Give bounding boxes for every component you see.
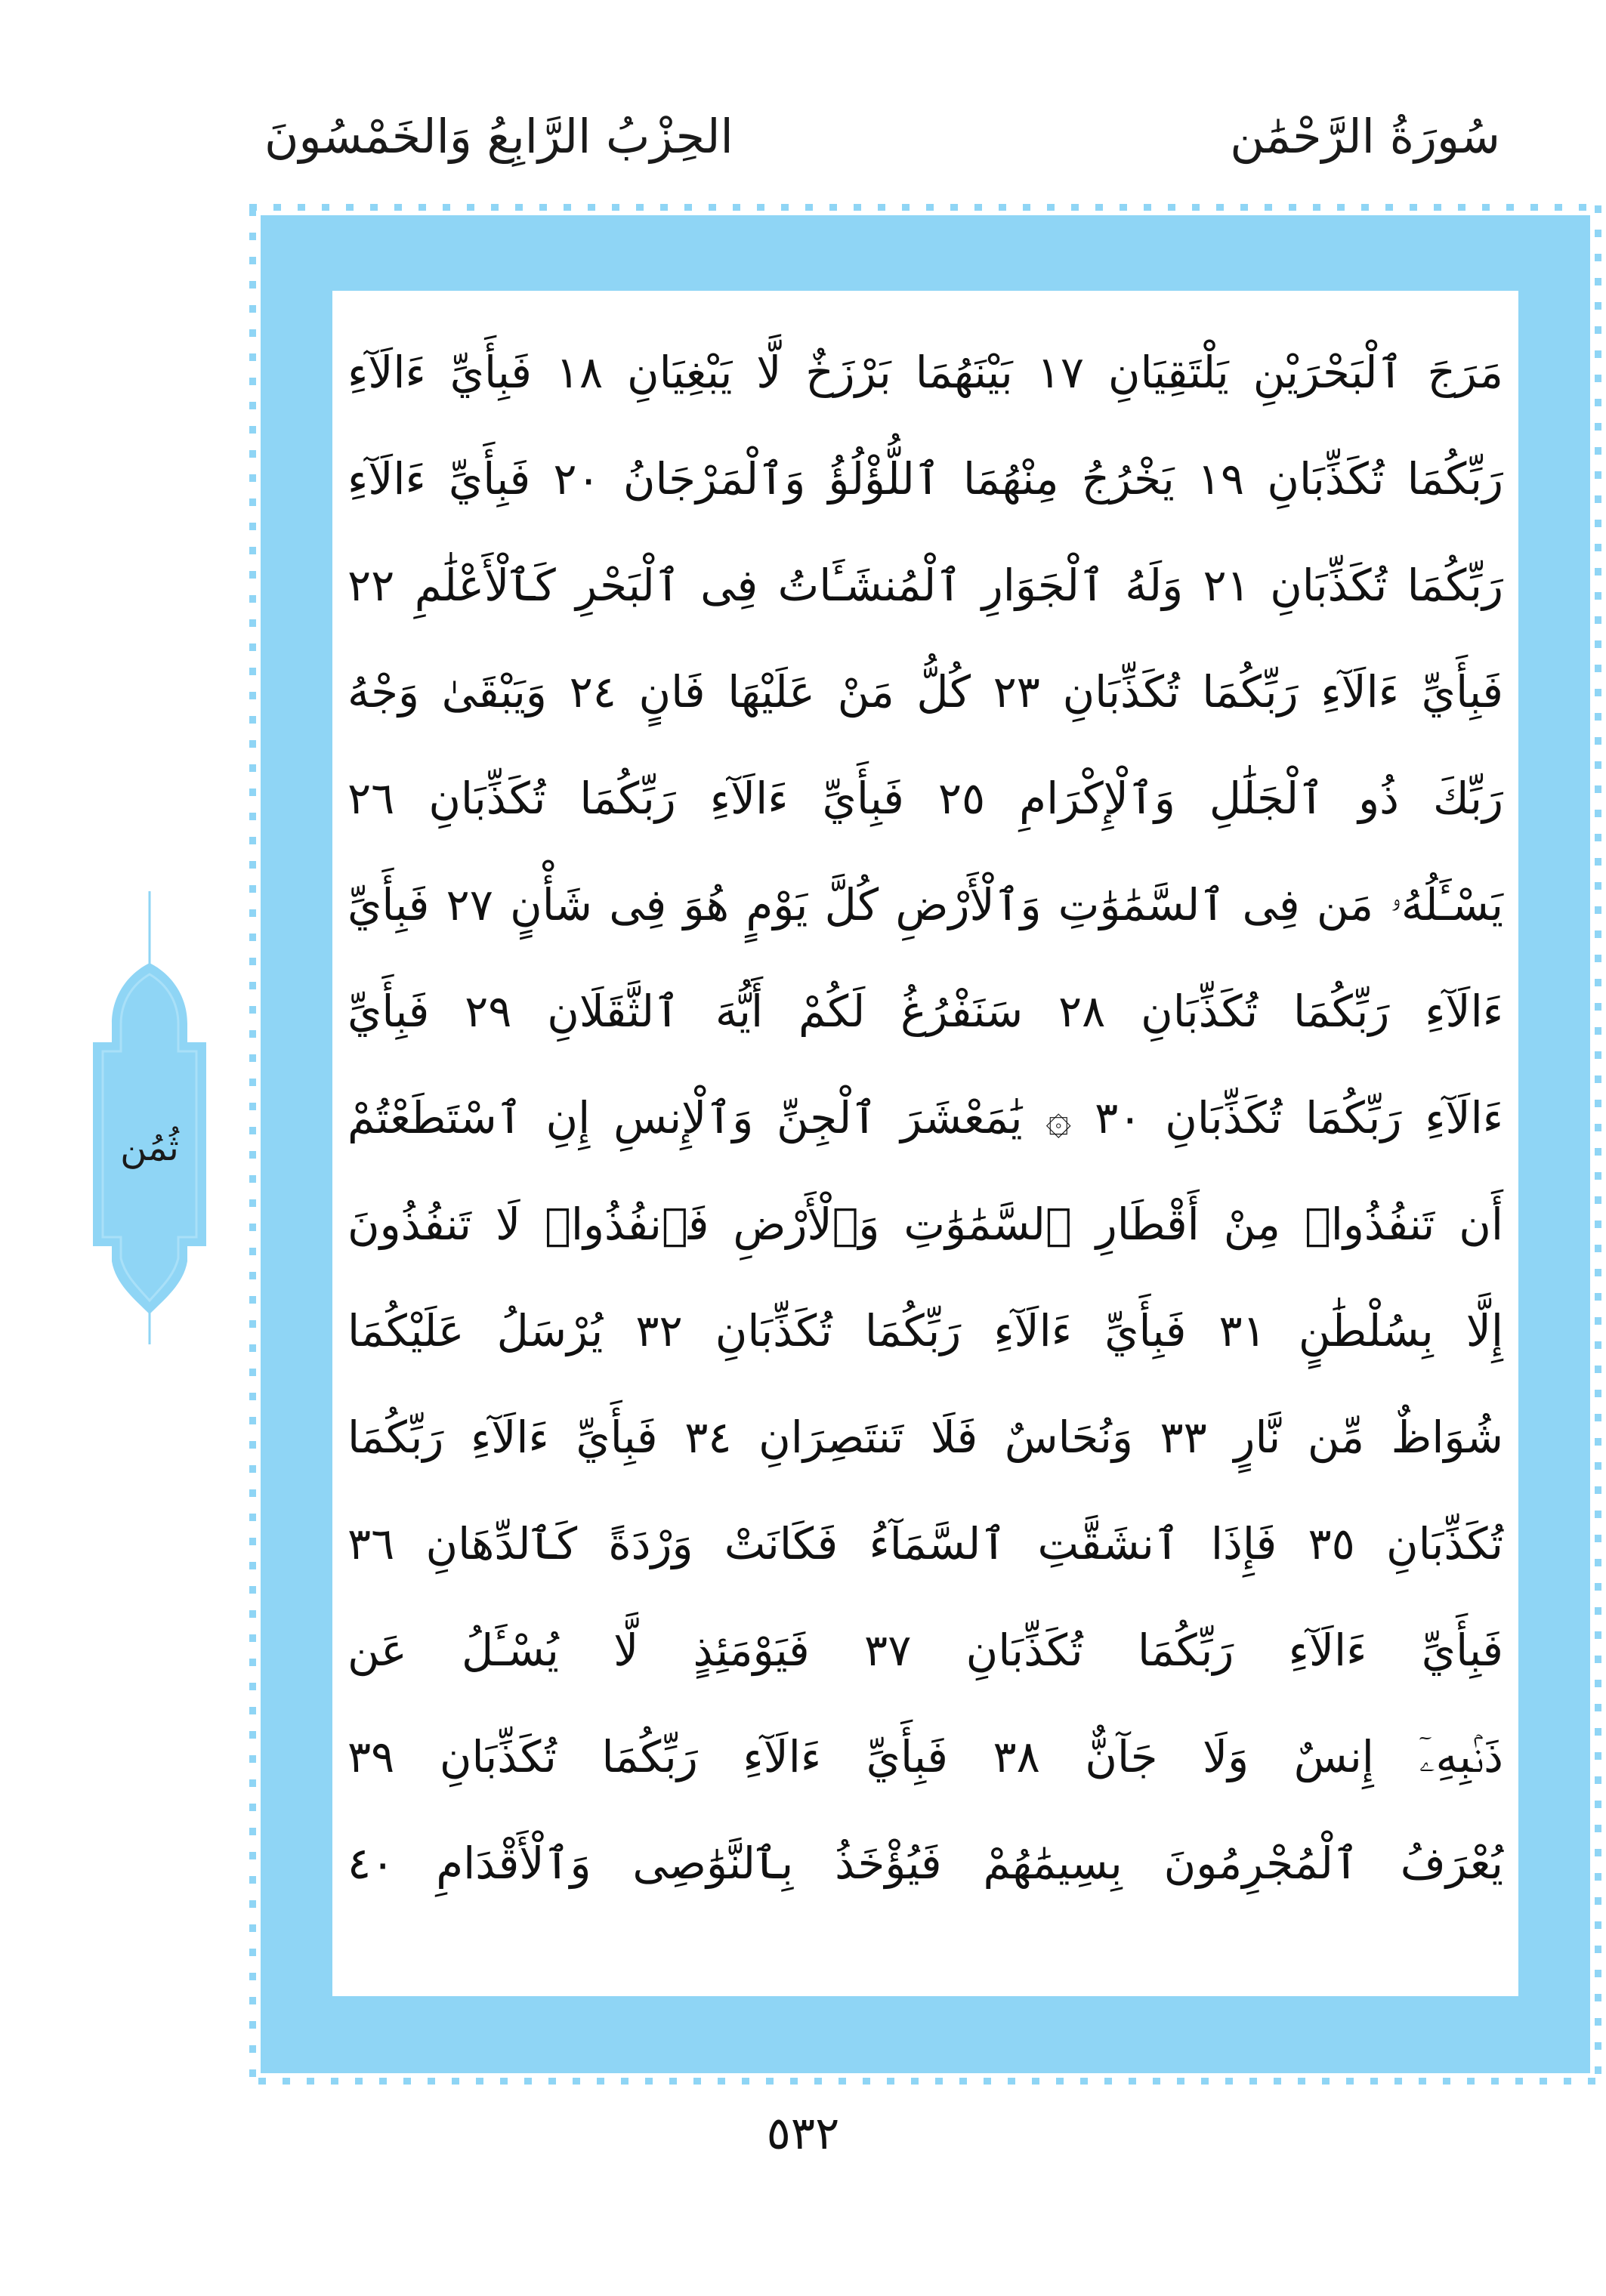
verse-line: رَبِّكُمَا تُكَذِّبَانِ ٢١ وَلَهُ ٱلْجَوَارِ ٱلْمُنشَـَٔاتُ فِى ٱلْبَحْرِ كَٱلْأَعْلَٰمِ ٢٢	[347, 560, 1503, 611]
text-panel	[332, 291, 1518, 1996]
verse-line: رَبِّكُمَا تُكَذِّبَانِ ١٩ يَخْرُجُ مِنْهُمَا ٱللُّؤْلُؤُ وَٱلْمَرْجَانُ ٢٠ فَبِأَيِّ ءَالَآءِ	[347, 453, 1503, 505]
verse-line: فَبِأَيِّ ءَالَآءِ رَبِّكُمَا تُكَذِّبَانِ ٣٧ فَيَوْمَئِذٍ لَّا يُسْـَٔلُ عَن	[347, 1625, 1503, 1676]
verse-line: ءَالَآءِ رَبِّكُمَا تُكَذِّبَانِ ٢٨ سَنَفْرُغُ لَكُمْ أَيُّهَ ٱلثَّقَلَانِ ٢٩ فَبِأَيِّ	[347, 986, 1503, 1037]
verse-line: أَن تَنفُذُوا۟ مِنْ أَقْطَارِ ٱلسَّمَٰوَٰتِ وَٱلْأَرْضِ فَٱنفُذُوا۟ لَا تَنفُذُونَ	[347, 1199, 1503, 1250]
verse-line: شُوَاظٌ مِّن نَّارٍ ٣٣ وَنُحَاسٌ فَلَا تَنتَصِرَانِ ٣٤ فَبِأَيِّ ءَالَآءِ رَبِّكُمَا	[347, 1412, 1503, 1463]
verse-line: ذَنۢبِهِۦٓ إِنسٌ وَلَا جَآنٌّ ٣٨ فَبِأَيِّ ءَالَآءِ رَبِّكُمَا تُكَذِّبَانِ ٣٩	[347, 1731, 1503, 1782]
hizb-label: الحِزْبُ الرَّابِعُ وَالخَمْسُونَ	[264, 109, 734, 164]
verse-line: ءَالَآءِ رَبِّكُمَا تُكَذِّبَانِ ٣٠ ۞ يَٰمَعْشَرَ ٱلْجِنِّ وَٱلْإِنسِ إِنِ ٱسْتَطَعْتُمْ	[347, 1092, 1503, 1143]
thumn-marker	[82, 891, 218, 1344]
verse-line: فَبِأَيِّ ءَالَآءِ رَبِّكُمَا تُكَذِّبَانِ ٢٣ كُلُّ مَنْ عَلَيْهَا فَانٍ ٢٤ وَيَبْقَىٰ وَجْهُ	[347, 666, 1503, 718]
verse-line: إِلَّا بِسُلْطَٰنٍ ٣١ فَبِأَيِّ ءَالَآءِ رَبِّكُمَا تُكَذِّبَانِ ٣٢ يُرْسَلُ عَلَيْكُمَا	[347, 1305, 1503, 1356]
verse-line: يُعْرَفُ ٱلْمُجْرِمُونَ بِسِيمَٰهُمْ فَيُؤْخَذُ بِٱلنَّوَٰصِى وَٱلْأَقْدَامِ ٤٠	[347, 1838, 1503, 1889]
verse-line: رَبِّكَ ذُو ٱلْجَلَٰلِ وَٱلْإِكْرَامِ ٢٥ فَبِأَيِّ ءَالَآءِ رَبِّكُمَا تُكَذِّبَانِ ٢٦	[347, 773, 1503, 824]
verse-line: مَرَجَ ٱلْبَحْرَيْنِ يَلْتَقِيَانِ ١٧ بَيْنَهُمَا بَرْزَخٌ لَّا يَبْغِيَانِ ١٨ فَبِأَيِّ ءَالَآءِ	[347, 347, 1503, 398]
verse-line: يَسْـَٔلُهُۥ مَن فِى ٱلسَّمَٰوَٰتِ وَٱلْأَرْضِ كُلَّ يَوْمٍ هُوَ فِى شَأْنٍ ٢٧ فَبِأَيِّ	[347, 879, 1503, 930]
thumn-marker-icon	[82, 891, 218, 1344]
surah-name: سُورَةُ الرَّحْمَٰن	[1230, 109, 1500, 164]
thumn-label: ثُمُن	[120, 1127, 179, 1169]
verse-line: تُكَذِّبَانِ ٣٥ فَإِذَا ٱنشَقَّتِ ٱلسَّمَآءُ فَكَانَتْ وَرْدَةً كَٱلدِّهَانِ ٣٦	[347, 1518, 1503, 1569]
page-number: ٥٣٢	[766, 2107, 840, 2160]
